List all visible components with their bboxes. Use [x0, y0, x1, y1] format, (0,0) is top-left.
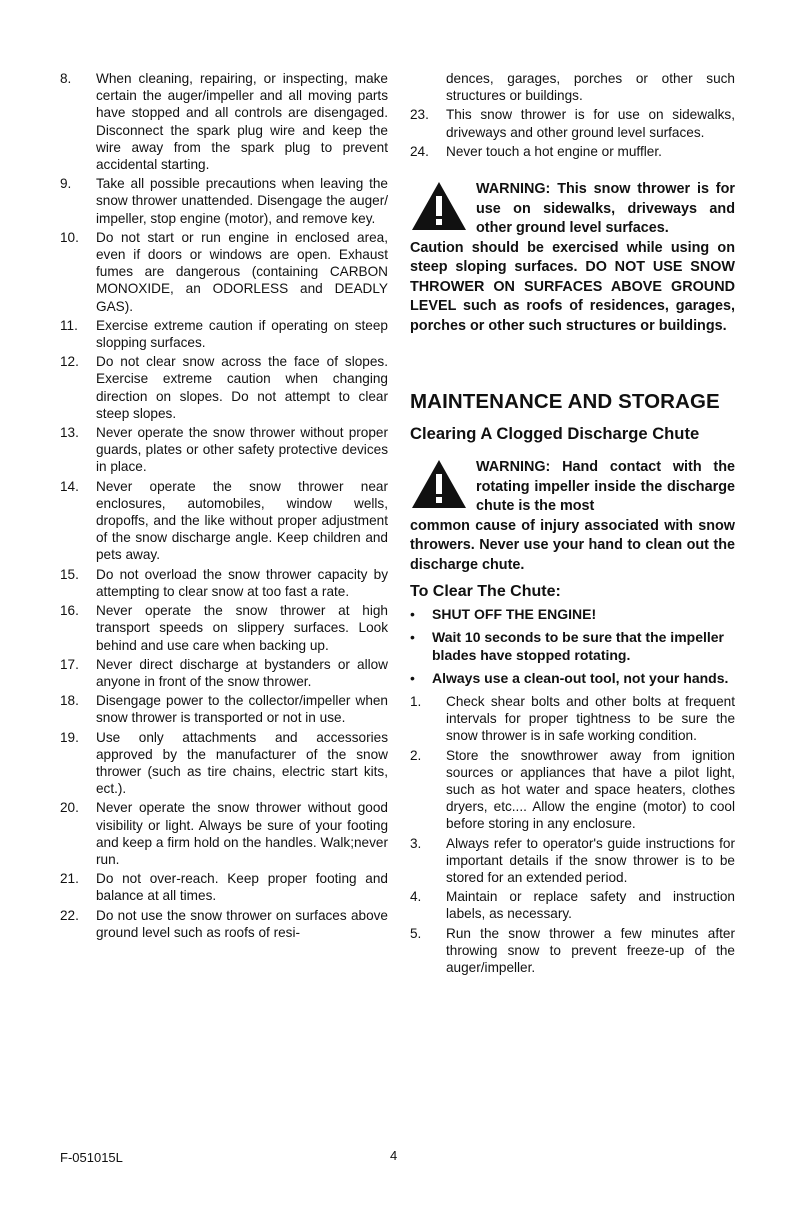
item-text: Never operate the snow thrower without proper guards, plates or other safety protective devices in place. — [96, 425, 388, 475]
warning-hand-contact — [410, 458, 735, 575]
warning-title: WARNING: This snow thrower is for use on sidewalks, driveways and other ground level surfaces. — [476, 181, 735, 237]
list-item — [60, 566, 388, 600]
list-item — [60, 229, 388, 315]
page-number: 4 — [390, 1148, 398, 1163]
list-item — [410, 747, 735, 833]
section-title: MAINTENANCE AND STORAGE — [410, 390, 720, 414]
warning-title: WARNING: Hand contact with the rotating impeller inside the discharge chute is the most — [476, 459, 735, 515]
item-number: 15. — [60, 566, 79, 582]
list-item — [60, 907, 388, 941]
item-number: 3. — [410, 835, 422, 851]
item-continuation: dences, garages, porches or other such structures or buildings. — [446, 71, 735, 104]
warning-triangle-icon — [410, 458, 468, 510]
bullet-item — [410, 669, 735, 688]
list-item — [410, 106, 735, 140]
bullet-item — [410, 605, 735, 624]
item-number: 10. — [60, 229, 79, 245]
list-item — [60, 317, 388, 351]
item-text: Maintain or replace safety and instruction labels, as necessary. — [446, 889, 735, 922]
list-item — [60, 353, 388, 422]
item-number: 8. — [60, 71, 72, 86]
item-number: 17. — [60, 656, 79, 672]
item-number: 21. — [60, 871, 79, 887]
item-text: Never touch a hot engine or muffler. — [446, 143, 662, 159]
list-item — [60, 424, 388, 476]
item-text: Do not over-reach. Keep proper footing and balance at all times. — [96, 871, 388, 904]
list-item — [60, 799, 388, 868]
list-item — [410, 835, 735, 887]
item-text: Do not use the snow thrower on surfaces above ground level such as roofs of resi- — [96, 907, 388, 940]
item-text: Do not start or run engine in enclosed area, even if doors or windows are open. Exhaust fumes are dangerous (containing CARBON MONOXIDE, an ODORLESS and DEADLY GAS). — [96, 229, 388, 314]
item-text: Exercise extreme caution if operating on steep slopping surfaces. — [96, 317, 388, 351]
item-text: Never operate the snow thrower at high transport speeds on slippery surfaces. Look behind and use care when backing up. — [96, 603, 388, 653]
item-text: Check shear bolts and other bolts at frequent intervals for proper tightness to be sure the snow thrower is in safe working condition. — [446, 694, 735, 744]
bullet-text: Wait 10 seconds to be sure that the impeller blades have stopped rotating. — [432, 628, 724, 664]
list-item — [60, 478, 388, 564]
warning-header — [410, 180, 735, 239]
item-number: 18. — [60, 693, 79, 709]
list-item — [60, 692, 388, 726]
bullet-icon: • — [410, 628, 415, 645]
warning-header — [410, 458, 735, 517]
item-number: 19. — [60, 729, 79, 745]
list-item — [60, 870, 388, 904]
warning-body: common cause of injury associated with snow throwers. Never use your hand to clean out the discharge chute. — [410, 517, 735, 573]
item-text: Never direct discharge at bystanders or allow anyone in front of the snow thrower. — [96, 656, 388, 689]
item-number: 24. — [410, 143, 429, 159]
list-item — [410, 925, 735, 977]
item-text: Never operate the snow thrower near enclosures, automobiles, window wells, dropoffs, and the like without proper adjustment of the snow discharge angle. Keep children and pets away. — [96, 478, 388, 563]
document-code: F-051015L — [60, 1150, 123, 1165]
item-text: Store the snowthrower away from ignition sources or appliances that have a pilot light, such as hot water and space heaters, clothes dryers, etc.... Allow the engine (motor) to cool before storing in any enclosure. — [446, 747, 735, 832]
list-item — [410, 693, 735, 745]
item-number: 16. — [60, 603, 79, 619]
warning-triangle-icon — [410, 180, 468, 232]
safety-list-left — [60, 70, 388, 941]
list-item — [410, 143, 735, 160]
item-number: 12. — [60, 354, 79, 370]
item-number: 13. — [60, 425, 79, 441]
list-item — [60, 729, 388, 798]
list-item — [60, 175, 388, 227]
item-text: Take all possible precautions when leaving the snow thrower unattended. Disengage the auger/ impeller, stop engine (motor), and remove key. — [96, 176, 388, 226]
item-text: When cleaning, repairing, or inspecting, make certain the auger/impeller and all moving parts have stopped and all controls are disengaged. Disconnect the spark plug wire and keep the wire away from the spark plug to prevent accidental starting. — [96, 71, 388, 173]
item-text: Use only attachments and accessories approved by the manufacturer of the snow thrower (such as tire chains, electric start kits, ect.). — [96, 729, 388, 797]
list-item — [60, 70, 388, 173]
item-number: 22. — [60, 907, 79, 923]
clear-chute-heading: To Clear The Chute: — [410, 583, 561, 601]
right-column — [410, 70, 735, 978]
item-number: 14. — [60, 478, 79, 494]
bullet-icon: • — [410, 669, 415, 686]
item-text: Do not clear snow across the face of slopes. Exercise extreme caution when changing direction on slopes. Do not attempt to clear steep slopes. — [96, 354, 388, 421]
warning-ground-level — [410, 180, 735, 336]
item-text: This snow thrower is for use on sidewalks, driveways and other ground level surfaces. — [446, 107, 735, 140]
subsection-title: Clearing A Clogged Discharge Chute — [410, 424, 700, 444]
item-text: Run the snow thrower a few minutes after throwing snow to prevent freeze-up of the auger/impeller. — [446, 925, 735, 976]
item-number: 1. — [410, 694, 422, 710]
list-item — [60, 656, 388, 690]
list-item — [410, 888, 735, 922]
bullet-icon: • — [410, 606, 415, 623]
bullet-item — [410, 628, 735, 665]
item-number: 20. — [60, 800, 79, 816]
maintenance-list — [410, 693, 735, 976]
item-text: Always refer to operator's guide instructions for important details if the snow thrower is to be stored for an extended period. — [446, 835, 735, 886]
bullet-text: SHUT OFF THE ENGINE! — [432, 606, 597, 623]
item-number: 23. — [410, 107, 429, 123]
item-text: Never operate the snow thrower without good visibility or light. Always be sure of your footing and keep a firm hold on the handles. Walk;never run. — [96, 800, 388, 867]
item-number: 11. — [60, 317, 78, 333]
left-column — [60, 70, 388, 943]
item-number: 4. — [410, 889, 422, 905]
item-number: 5. — [410, 925, 422, 941]
item-text: Disengage power to the collector/impeller when snow thrower is transported or not in use. — [96, 693, 388, 726]
list-item — [60, 602, 388, 654]
item-text: Do not overload the snow thrower capacity by attempting to clear snow at too fast a rate. — [96, 566, 388, 599]
item-number: 9. — [60, 176, 72, 192]
item-number: 2. — [410, 747, 422, 763]
warning-body: Caution should be exercised while using on steep sloping surfaces. DO NOT USE SNOW THROWER ON SURFACES ABOVE GROUND LEVEL such as roofs of residences, garages, porches or other such structures or buildings. — [410, 239, 735, 334]
bullet-text: Always use a clean-out tool, not your hands. — [432, 669, 729, 686]
